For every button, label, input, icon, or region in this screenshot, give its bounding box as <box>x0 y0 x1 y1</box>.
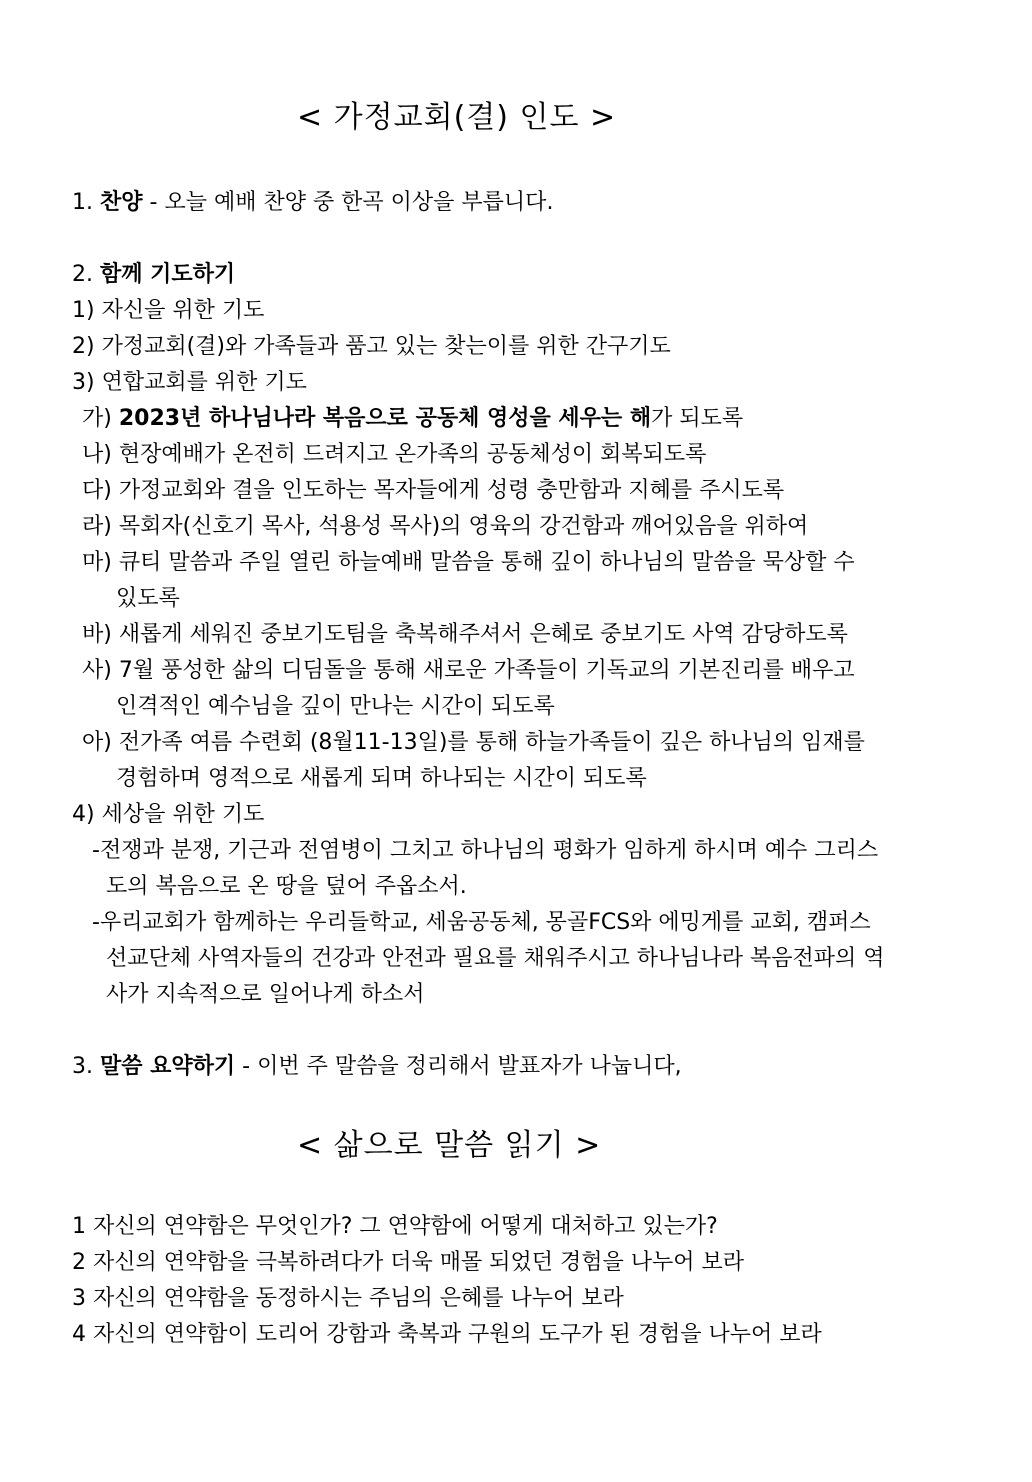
discussion-question: 1 자신의 연약함은 무엇인가? 그 연약함에 어떻게 대처하고 있는가? <box>72 1214 718 1239</box>
section-text: - 오늘 예배 찬양 중 한곡 이상을 부릅니다. <box>149 190 554 215</box>
church-prayer-item: 라) 목회자(신호기 목사, 석용성 목사)의 영육의 강건함과 깨어있음을 위하여 <box>82 514 809 539</box>
section-label: 말씀 요약하기 <box>100 1054 236 1079</box>
church-prayer-item-cont: 있도록 <box>116 586 180 611</box>
world-prayer-text: -전쟁과 분쟁, 기근과 전염병이 그치고 하나님의 평화가 임하게 하시며 예수 그리스 <box>92 838 879 863</box>
church-prayer-item: 아) 전가족 여름 수련회 (8월11-13일)를 통해 하늘가족들이 깊은 하나님의 임재를 <box>82 730 865 755</box>
world-prayer-text-cont: 사가 지속적으로 일어나게 하소서 <box>106 982 425 1007</box>
discussion-question: 3 자신의 연약함을 동정하시는 주님의 은혜를 나누어 보라 <box>72 1286 624 1311</box>
church-prayer-item-cont: 경험하며 영적으로 새롭게 되며 하나되는 시간이 되도록 <box>116 766 647 791</box>
world-prayer-heading: 4) 세상을 위한 기도 <box>72 802 265 827</box>
church-prayer-item-cont: 인격적인 예수님을 깊이 만나는 시간이 되도록 <box>116 694 555 719</box>
section-number: 3. <box>72 1054 93 1079</box>
year-theme: 2023년 하나님나라 복음으로 공동체 영성을 세우는 해 <box>118 406 652 431</box>
prayer-item: 1) 자신을 위한 기도 <box>72 298 265 323</box>
section-prayer-heading <box>72 260 235 290</box>
section-praise <box>72 188 553 218</box>
item-marker: 가) <box>82 406 119 431</box>
world-prayer-text: -우리교회가 함께하는 우리들학교, 세움공동체, 몽골FCS와 에밍게를 교회, 캠퍼스 <box>92 910 871 935</box>
church-prayer-item: 바) 새롭게 세워진 중보기도팀을 축복해주셔서 은혜로 중보기도 사역 감당하도록 <box>82 622 848 647</box>
world-prayer-text-cont: 도의 복음으로 온 땅을 덮어 주옵소서. <box>106 874 467 899</box>
section-sermon-summary <box>72 1052 682 1082</box>
church-prayer-item: 사) 7월 풍성한 삶의 디딤돌을 통해 새로운 가족들이 기독교의 기본진리를 배우고 <box>82 658 855 683</box>
discussion-question: 4 자신의 연약함이 도리어 강함과 축복과 구원의 도구가 된 경험을 나누어 보라 <box>72 1322 822 1347</box>
prayer-item: 2) 가정교회(결)와 가족들과 품고 있는 찾는이를 위한 간구기도 <box>72 334 671 359</box>
church-prayer-item: 다) 가정교회와 결을 인도하는 목자들에게 성령 충만함과 지혜를 주시도록 <box>82 478 785 503</box>
section-label: 찬양 <box>100 190 143 215</box>
prayer-item: 3) 연합교회를 위한 기도 <box>72 370 307 395</box>
world-prayer-text-cont: 선교단체 사역자들의 건강과 안전과 필요를 채워주시고 하나님나라 복음전파의 역 <box>106 946 885 971</box>
section-number: 2. <box>72 262 93 287</box>
section-number: 1. <box>72 190 93 215</box>
discussion-question: 2 자신의 연약함을 극복하려다가 더욱 매몰 되었던 경험을 나누어 보라 <box>72 1250 744 1275</box>
page-title: < 가정교회(결) 인도 > <box>297 100 617 135</box>
section-title: < 삶으로 말씀 읽기 > <box>297 1128 602 1163</box>
section-label: 함께 기도하기 <box>100 262 236 287</box>
section-text: - 이번 주 말씀을 정리해서 발표자가 나눕니다, <box>242 1054 682 1079</box>
item-suffix: 가 되도록 <box>651 406 744 431</box>
church-prayer-item: 마) 큐티 말씀과 주일 열린 하늘예배 말씀을 통해 깊이 하나님의 말씀을 묵상할 수 <box>82 550 855 575</box>
church-prayer-item <box>82 404 743 434</box>
church-prayer-item: 나) 현장예배가 온전히 드려지고 온가족의 공동체성이 회복되도록 <box>82 442 707 467</box>
